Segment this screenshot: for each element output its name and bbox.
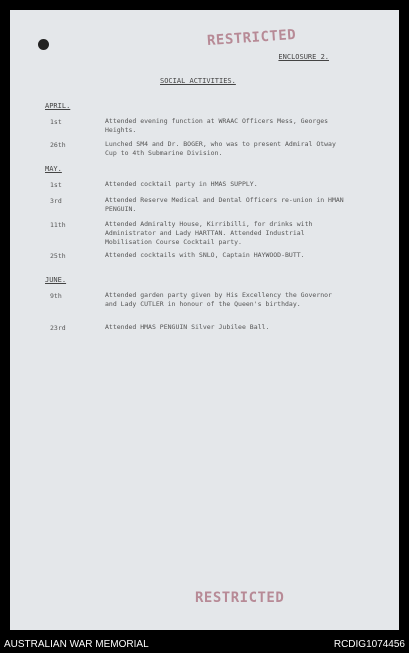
page-title: SOCIAL ACTIVITIES. — [160, 77, 236, 85]
enclosure-label: ENCLOSURE 2. — [278, 53, 329, 61]
entry-text: Attended cocktails with SNLO, Captain HAYWOOD-BUTT. — [105, 251, 305, 259]
footer-id: RCDIG1074456 — [333, 639, 405, 650]
entry-day: 25th — [50, 252, 66, 260]
entry-text: Lunched SM4 and Dr. BOGER, who was to present Admiral Otway Cup to 4th Submarine Division. — [105, 140, 336, 157]
entry-text: Attended Reserve Medical and Dental Officers re-union in HMAN PENGUIN. — [105, 196, 344, 213]
entry-text: Attended garden party given by His Excellency the Governor and Lady CUTLER in honour of the Queen's birthday. — [105, 291, 332, 308]
entry-text: Attended cocktail party in HMAS SUPPLY. — [105, 180, 258, 188]
entry-day: 1st — [50, 118, 62, 126]
restricted-stamp-bottom: RESTRICTED — [195, 590, 285, 606]
entry-day: 9th — [50, 292, 62, 300]
entry-text: Attended evening function at WRAAC Officers Mess, Georges Heights. — [105, 117, 329, 134]
footer-source: AUSTRALIAN WAR MEMORIAL — [4, 639, 149, 650]
document-page — [10, 10, 399, 630]
month-heading-april: APRIL. — [45, 102, 71, 110]
entry-day: 3rd — [50, 197, 62, 205]
punch-hole — [38, 39, 49, 50]
restricted-stamp-top: RESTRICTED — [206, 26, 297, 50]
footer-bar — [0, 636, 409, 653]
entry-text: Attended HMAS PENGUIN Silver Jubilee Ball. — [105, 323, 270, 331]
entry-text: Attended Admiralty House, Kirribilli, for drinks with Administrator and Lady HARTTAN. Attended Industrial Mobilisation Course Cocktail party. — [105, 220, 313, 246]
month-heading-may: MAY. — [45, 165, 62, 173]
entry-day: 1st — [50, 181, 62, 189]
entry-day: 11th — [50, 221, 66, 229]
entry-day: 26th — [50, 141, 66, 149]
entry-day: 23rd — [50, 324, 66, 332]
month-heading-june: JUNE. — [45, 276, 67, 284]
